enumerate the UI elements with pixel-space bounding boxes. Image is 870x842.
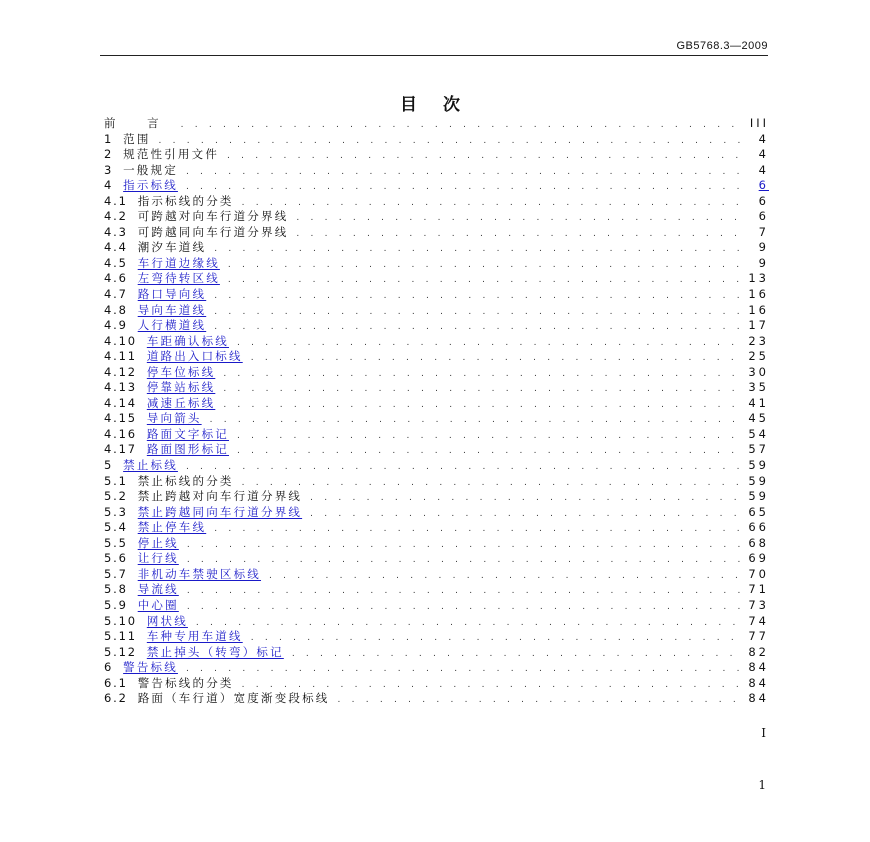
toc-entry-page: 25 bbox=[748, 349, 769, 364]
dot-leader bbox=[237, 429, 742, 445]
toc-entry-page: 84 bbox=[748, 675, 769, 690]
toc-entry bbox=[104, 675, 769, 692]
toc-entry-page: 59 bbox=[748, 458, 769, 473]
toc-entry-number: 3 bbox=[104, 162, 114, 177]
toc-entry[interactable] bbox=[104, 395, 769, 412]
toc-entry-label: 可跨越同向车行道分界线 bbox=[137, 224, 289, 239]
toc-entry bbox=[104, 224, 769, 241]
toc-entry-label: 规范性引用文件 bbox=[123, 147, 220, 162]
dot-leader bbox=[214, 320, 742, 336]
toc-entry-number: 4.8 bbox=[104, 302, 128, 317]
toc-entry-link[interactable]: 非机动车禁驶区标线 bbox=[137, 566, 262, 581]
toc-entry-number: 1 bbox=[104, 131, 114, 146]
toc-entry bbox=[104, 147, 769, 163]
toc-entry bbox=[104, 473, 769, 490]
dot-leader bbox=[214, 289, 742, 305]
toc-entry-number: 4 bbox=[104, 178, 114, 193]
toc-entry[interactable] bbox=[104, 458, 769, 474]
toc-entry-page: 16 bbox=[748, 287, 769, 302]
toc-entry-link[interactable]: 停靠站标线 bbox=[146, 380, 216, 395]
toc-entry[interactable] bbox=[104, 520, 769, 536]
toc-entry-number: 4.12 bbox=[104, 364, 137, 379]
toc-entry-number: 4.15 bbox=[104, 411, 137, 426]
dot-leader bbox=[223, 398, 742, 414]
toc-entry-number: 4.6 bbox=[104, 271, 128, 286]
toc-title: 目 次 bbox=[400, 95, 470, 115]
toc-entry-number: 4.11 bbox=[104, 349, 137, 364]
dot-leader bbox=[242, 476, 743, 492]
dot-leader bbox=[186, 662, 742, 678]
dot-leader bbox=[186, 165, 749, 181]
toc-entry[interactable] bbox=[104, 566, 769, 583]
toc-entry-number: 5.12 bbox=[104, 644, 137, 659]
dot-leader bbox=[338, 693, 743, 709]
toc-entry-number: 4.10 bbox=[104, 333, 137, 348]
toc-entry-number: 4.4 bbox=[104, 240, 128, 255]
dot-leader bbox=[159, 134, 749, 150]
toc-entry[interactable] bbox=[104, 613, 769, 630]
toc-entry-number: 4.7 bbox=[104, 287, 128, 302]
dot-leader bbox=[214, 305, 742, 321]
toc-entry-label: 前 言 bbox=[104, 116, 173, 130]
toc-entry-page: 59 bbox=[748, 489, 769, 504]
toc-entry-number: 6 bbox=[104, 660, 114, 675]
toc-entry-label: 路面（车行道）宽度渐变段标线 bbox=[137, 691, 330, 706]
toc-entry-number: 6.1 bbox=[104, 675, 128, 690]
dot-leader bbox=[251, 351, 743, 367]
toc-entry-number: 5 bbox=[104, 458, 114, 473]
toc-entry-number: 4.1 bbox=[104, 193, 128, 208]
toc-entry-link[interactable]: 车距确认标线 bbox=[146, 333, 230, 348]
toc-entry-label: 禁止标线的分类 bbox=[137, 473, 234, 488]
dot-leader bbox=[187, 584, 743, 600]
toc-entry-page: 65 bbox=[748, 504, 769, 519]
toc-entry-link[interactable]: 禁止跨越同向车行道分界线 bbox=[137, 504, 303, 519]
toc-entry-page: 69 bbox=[748, 551, 769, 566]
toc-entry-number: 5.10 bbox=[104, 613, 137, 628]
toc-entry-link[interactable]: 车种专用车道线 bbox=[146, 629, 243, 644]
toc-entry-number: 4.9 bbox=[104, 318, 128, 333]
toc-entry-link[interactable]: 路面图形标记 bbox=[146, 442, 230, 457]
toc-entry[interactable] bbox=[104, 629, 769, 645]
toc-entry-page: 4 bbox=[758, 131, 769, 146]
dot-leader bbox=[296, 211, 749, 227]
toc-entry-label: 潮汐车道线 bbox=[137, 240, 207, 255]
toc-entry-page: 30 bbox=[748, 364, 769, 379]
toc-entry-number: 5.6 bbox=[104, 551, 128, 566]
dot-leader bbox=[237, 444, 742, 460]
toc-entry-page: 41 bbox=[748, 395, 769, 410]
table-of-contents bbox=[104, 116, 769, 707]
toc-entry-number: 5.3 bbox=[104, 504, 128, 519]
toc-entry[interactable] bbox=[104, 597, 769, 614]
toc-entry-link[interactable]: 指示标线 bbox=[123, 178, 178, 193]
toc-entry bbox=[104, 131, 769, 148]
toc-entry-page: 9 bbox=[758, 240, 769, 255]
toc-entry-number: 4.2 bbox=[104, 209, 128, 224]
toc-entry[interactable] bbox=[104, 364, 769, 381]
toc-entry[interactable] bbox=[104, 644, 769, 661]
toc-entry bbox=[104, 116, 769, 132]
dot-leader bbox=[187, 553, 743, 569]
toc-entry-link[interactable]: 禁止掉头（转弯）标记 bbox=[146, 644, 284, 659]
toc-entry-page: 13 bbox=[748, 271, 769, 286]
dot-leader bbox=[296, 227, 749, 243]
toc-entry-link[interactable]: 路面文字标记 bbox=[146, 426, 230, 441]
dot-leader bbox=[310, 507, 742, 523]
toc-entry-label: 范围 bbox=[123, 131, 151, 146]
toc-entry-page: 35 bbox=[748, 380, 769, 395]
dot-leader bbox=[269, 569, 742, 585]
toc-entry-page: 68 bbox=[748, 535, 769, 550]
toc-entry-page: 77 bbox=[748, 629, 769, 644]
toc-entry-page: 9 bbox=[758, 255, 769, 270]
toc-entry-page: 4 bbox=[758, 147, 769, 162]
toc-entry-link[interactable]: 警告标线 bbox=[123, 660, 178, 675]
toc-entry[interactable] bbox=[104, 442, 769, 458]
toc-entry-page: 6 bbox=[758, 209, 769, 224]
toc-entry-number: 5.2 bbox=[104, 489, 128, 504]
toc-entry-page: 82 bbox=[748, 644, 769, 659]
toc-entry-link[interactable]: 左弯待转区线 bbox=[137, 271, 220, 286]
toc-entry-label: 一般规定 bbox=[123, 162, 178, 177]
toc-entry-page: 7 bbox=[758, 224, 769, 239]
dot-leader bbox=[186, 460, 742, 476]
toc-entry-link[interactable]: 路口导向线 bbox=[137, 287, 207, 302]
toc-entry[interactable] bbox=[104, 426, 769, 443]
toc-entry-link[interactable]: 车行道边缘线 bbox=[137, 255, 220, 270]
toc-entry-label: 禁止跨越对向车行道分界线 bbox=[137, 489, 303, 504]
toc-entry[interactable] bbox=[104, 411, 769, 427]
toc-entry[interactable] bbox=[104, 287, 769, 303]
toc-entry-number: 4.13 bbox=[104, 380, 137, 395]
toc-entry[interactable] bbox=[104, 333, 769, 350]
dot-leader bbox=[310, 491, 742, 507]
toc-entry-link[interactable]: 禁止停车线 bbox=[137, 520, 207, 535]
dot-leader bbox=[228, 273, 742, 289]
toc-entry-page: 57 bbox=[748, 442, 769, 457]
dot-leader bbox=[251, 631, 743, 647]
toc-entry[interactable] bbox=[104, 535, 769, 552]
toc-entry-number: 4.14 bbox=[104, 395, 137, 410]
toc-entry[interactable] bbox=[104, 255, 769, 272]
toc-entry-number: 5.11 bbox=[104, 629, 137, 644]
toc-entry[interactable] bbox=[104, 660, 769, 676]
toc-entry bbox=[104, 240, 769, 256]
toc-entry-page: 84 bbox=[748, 691, 769, 706]
dot-leader bbox=[242, 196, 749, 212]
dot-leader bbox=[181, 118, 744, 134]
toc-entry bbox=[104, 209, 769, 225]
toc-entry-page: 71 bbox=[748, 582, 769, 597]
toc-entry-page: 4 bbox=[758, 162, 769, 177]
toc-entry bbox=[104, 162, 769, 179]
toc-entry-page: 54 bbox=[748, 426, 769, 441]
toc-entry-link[interactable]: 人行横道线 bbox=[137, 318, 207, 333]
toc-entry-label: 可跨越对向车行道分界线 bbox=[137, 209, 289, 224]
dot-leader bbox=[292, 647, 743, 663]
toc-entry-page: 66 bbox=[748, 520, 769, 535]
toc-entry-page: 16 bbox=[748, 302, 769, 317]
toc-entry-page: 45 bbox=[748, 411, 769, 426]
toc-entry bbox=[104, 691, 769, 707]
standard-number: GB5768.3—2009 bbox=[676, 40, 768, 52]
toc-entry[interactable] bbox=[104, 178, 769, 194]
toc-entry-number: 5.9 bbox=[104, 597, 128, 612]
toc-entry-page: III bbox=[749, 116, 769, 130]
dot-leader bbox=[214, 242, 749, 258]
toc-entry-number: 5.1 bbox=[104, 473, 128, 488]
toc-entry-page: 59 bbox=[748, 473, 769, 488]
toc-entry-link[interactable]: 导向箭头 bbox=[146, 411, 202, 426]
toc-entry bbox=[104, 489, 769, 505]
toc-entry-link[interactable]: 让行线 bbox=[137, 551, 179, 566]
toc-entry[interactable] bbox=[104, 349, 769, 365]
toc-entry[interactable] bbox=[104, 271, 769, 287]
toc-entry-link[interactable]: 停止线 bbox=[137, 535, 179, 550]
toc-entry[interactable] bbox=[104, 302, 769, 319]
dot-leader bbox=[227, 149, 749, 165]
toc-entry[interactable] bbox=[104, 380, 769, 396]
dot-leader bbox=[228, 258, 749, 274]
dot-leader bbox=[237, 336, 742, 352]
toc-entry-link[interactable]: 道路出入口标线 bbox=[146, 349, 243, 364]
toc-entry-page: 70 bbox=[748, 566, 769, 581]
dot-leader bbox=[196, 616, 742, 632]
toc-entry[interactable] bbox=[104, 504, 769, 521]
dot-leader bbox=[223, 367, 742, 383]
toc-entry[interactable] bbox=[104, 318, 769, 334]
toc-entry-page: 74 bbox=[748, 613, 769, 628]
toc-entry-number: 6.2 bbox=[104, 691, 128, 706]
toc-entry-link[interactable]: 禁止标线 bbox=[123, 458, 178, 473]
toc-entry-page: 84 bbox=[748, 660, 769, 675]
toc-entry-number: 4.16 bbox=[104, 426, 137, 441]
toc-entry-number: 4.17 bbox=[104, 442, 137, 457]
toc-entry-label: 指示标线的分类 bbox=[137, 193, 234, 208]
dot-leader bbox=[223, 382, 742, 398]
toc-entry[interactable] bbox=[104, 582, 769, 598]
dot-leader bbox=[214, 522, 742, 538]
dot-leader bbox=[187, 600, 743, 616]
toc-entry-page: 17 bbox=[748, 318, 769, 333]
toc-entry bbox=[104, 193, 769, 210]
toc-entry-number: 5.8 bbox=[104, 582, 128, 597]
toc-entry-number: 5.7 bbox=[104, 566, 128, 581]
toc-entry[interactable] bbox=[104, 551, 769, 567]
toc-entry-number: 4.3 bbox=[104, 224, 128, 239]
toc-entry-link[interactable]: 减速丘标线 bbox=[146, 395, 216, 410]
toc-entry-page: 23 bbox=[748, 333, 769, 348]
header-rule bbox=[100, 55, 768, 56]
toc-entry-page: 73 bbox=[748, 597, 769, 612]
arabic-page-number: 1 bbox=[758, 778, 766, 792]
toc-entry-link[interactable]: 中心圈 bbox=[137, 597, 179, 612]
dot-leader bbox=[210, 413, 743, 429]
toc-entry-page: 6 bbox=[758, 193, 769, 208]
toc-entry-number: 2 bbox=[104, 147, 114, 162]
roman-page-number: I bbox=[761, 726, 766, 740]
toc-entry-link[interactable]: 导向车道线 bbox=[137, 302, 207, 317]
toc-entry-number: 4.5 bbox=[104, 255, 128, 270]
dot-leader bbox=[187, 538, 743, 554]
dot-leader bbox=[186, 180, 749, 196]
toc-entry-number: 5.5 bbox=[104, 535, 128, 550]
toc-entry-label: 警告标线的分类 bbox=[137, 675, 234, 690]
toc-entry-page[interactable]: 6 bbox=[758, 178, 769, 193]
toc-entry-link[interactable]: 停车位标线 bbox=[146, 364, 216, 379]
toc-entry-number: 5.4 bbox=[104, 520, 128, 535]
toc-entry-link[interactable]: 导流线 bbox=[137, 582, 179, 597]
toc-entry-link[interactable]: 网状线 bbox=[146, 613, 188, 628]
